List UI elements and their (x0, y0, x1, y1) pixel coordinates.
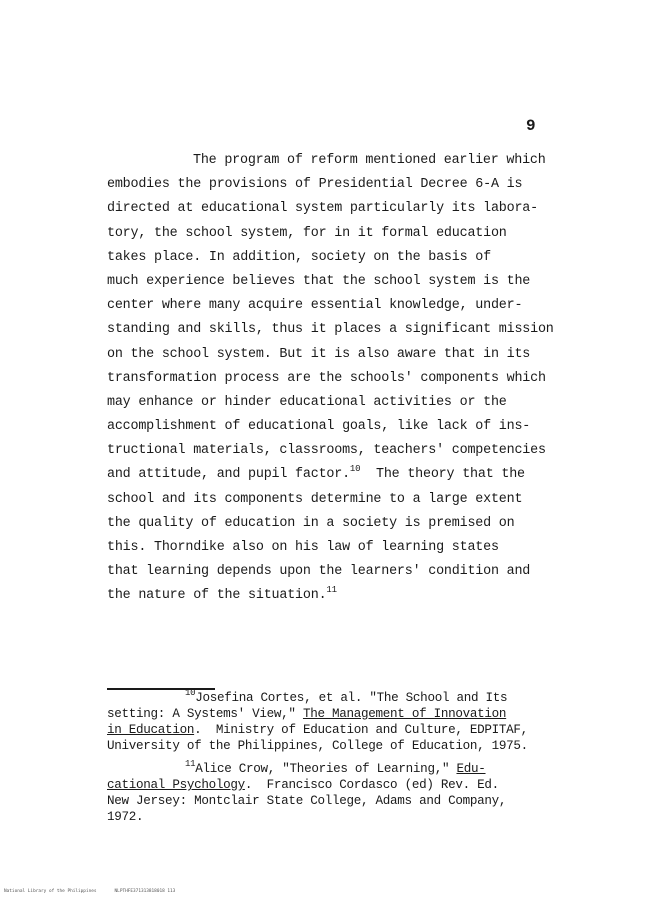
text-line: The program of reform mentioned earlier which (193, 153, 546, 168)
text-line: embodies the provisions of Presidential Decree 6-A is (107, 177, 523, 193)
footnote-line (107, 777, 577, 793)
text-line: center where many acquire essential knowledge, under- (107, 298, 523, 314)
text-line: that learning depends upon the learners' condition and (107, 564, 531, 580)
page-number: 9 (526, 117, 536, 135)
book-title: in Education (107, 723, 195, 737)
footnote-line: 1972. (107, 810, 144, 824)
text-line: accomplishment of educational goals, like lack of ins- (107, 419, 531, 435)
scan-footer (4, 889, 193, 894)
footnote-10 (107, 690, 577, 706)
text-line: school and its components determine to a large extent (107, 491, 523, 507)
text-line: directed at educational system particularly its labora- (107, 201, 538, 217)
footnote-text: setting: A Systems' View," (107, 707, 303, 721)
footnote-ref-11: 11 (326, 585, 337, 596)
text-line: tructional materials, classrooms, teachers' competencies (107, 443, 546, 459)
footnote-line (107, 722, 577, 738)
text-line: on the school system. But it is also aware that in its (107, 346, 531, 362)
text-line-with-footnote-ref (107, 584, 577, 608)
text-segment: and attitude, and pupil factor. (107, 467, 350, 483)
text-line: this. Thorndike also on his law of learning states (107, 540, 499, 555)
text-line: standing and skills, thus it places a significant mission (107, 322, 554, 338)
text-line: the quality of education in a society is premised on (107, 515, 515, 531)
text-line: tory, the school system, for in it formal education (107, 225, 507, 241)
text-line: transformation process are the schools' components which (107, 370, 546, 386)
text-line: may enhance or hinder educational activities or the (107, 394, 507, 410)
footnote-11 (107, 761, 577, 777)
scan-code: NLPTHFE371313818018 113 (114, 889, 176, 894)
footnote-text: Alice Crow, "Theories of Learning," (195, 762, 457, 776)
footnote-marker: 11 (185, 759, 196, 769)
book-title: cational Psychology (107, 778, 245, 792)
footnote-text: . Ministry of Education and Culture, EDPITAF, (194, 723, 528, 737)
text-segment: The theory that the (360, 467, 525, 483)
footnote-line: University of the Philippines, College of Education, 1975. (107, 739, 528, 753)
footnotes (107, 690, 577, 825)
footnote-marker: 10 (185, 688, 196, 698)
body-paragraph (107, 149, 577, 609)
book-title: The Management of Innovation (302, 707, 507, 721)
library-label: National Library of the Philippines (4, 889, 97, 894)
text-line: takes place. In addition, society on the basis of (107, 249, 491, 265)
text-line-with-footnote-ref (107, 463, 577, 487)
footnote-text: Josefina Cortes, et al. "The School and Its (195, 691, 508, 705)
footnote-text: . Francisco Cordasco (ed) Rev. Ed. (244, 778, 499, 792)
text-line: much experience believes that the school system is the (107, 273, 531, 289)
book-title: Edu- (456, 762, 486, 776)
text-segment: the nature of the situation. (107, 588, 327, 604)
footnote-ref-10: 10 (349, 464, 361, 475)
footnote-line (107, 706, 577, 722)
footnote-line: New Jersey: Montclair State College, Adams and Company, (107, 794, 507, 808)
